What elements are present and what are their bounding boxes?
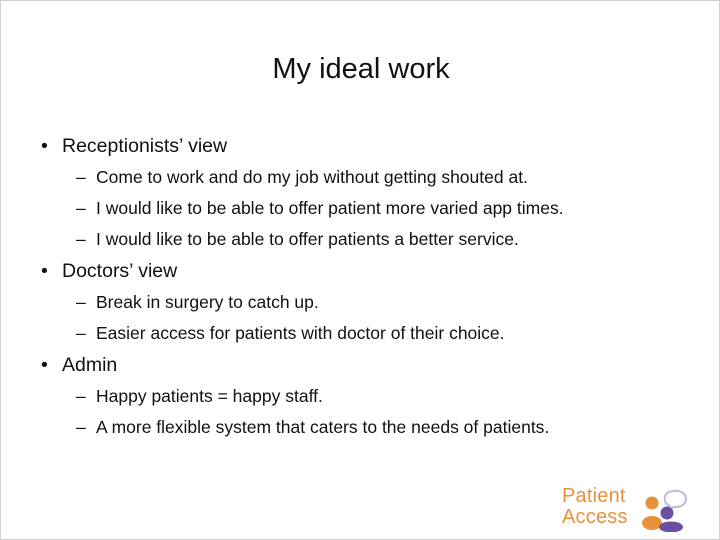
section-heading: Doctors’ view [62,260,178,282]
list-item-text: Break in surgery to catch up. [96,292,319,312]
bullet-marker: • [41,135,48,157]
dash-marker: – [76,323,86,343]
sub-list [62,162,699,255]
list-item-text: I would like to be able to offer patient more varied app times. [96,198,564,218]
patient-access-logo [562,486,702,534]
list-item [76,412,699,443]
bullet-marker: • [41,260,48,282]
list-item-text: Easier access for patients with doctor of their choice. [96,323,505,343]
list-item-text: Happy patients = happy staff. [96,386,323,406]
slide-title: My ideal work [272,53,450,85]
bullet-marker: • [41,354,48,376]
list-item [76,193,699,224]
list-item-text: A more flexible system that caters to the needs of patients. [96,417,550,437]
dash-marker: – [76,229,86,249]
dash-marker: – [76,167,86,187]
dash-marker: – [76,198,86,218]
section-heading: Receptionists’ view [62,135,228,157]
dash-marker: – [76,417,86,437]
dash-marker: – [76,292,86,312]
list-item [76,381,699,412]
list-item [76,224,699,255]
list-item-text: Come to work and do my job without getting shouted at. [96,167,528,187]
list-item [76,318,699,349]
section-admin [39,349,699,443]
sub-list [62,287,699,349]
list-item [76,287,699,318]
logo-line-2: Access [562,506,628,528]
section-heading: Admin [62,354,118,376]
sub-list [62,381,699,443]
logo-wordmark [562,486,642,528]
list-item-text: I would like to be able to offer patients a better service. [96,229,519,249]
logo-line-1: Patient [562,485,626,507]
section-doctors [39,255,699,349]
bullet-list [39,130,699,443]
list-item [76,162,699,193]
dash-marker: – [76,386,86,406]
people-speech-bubble-icon [642,488,688,532]
section-receptionists [39,130,699,255]
